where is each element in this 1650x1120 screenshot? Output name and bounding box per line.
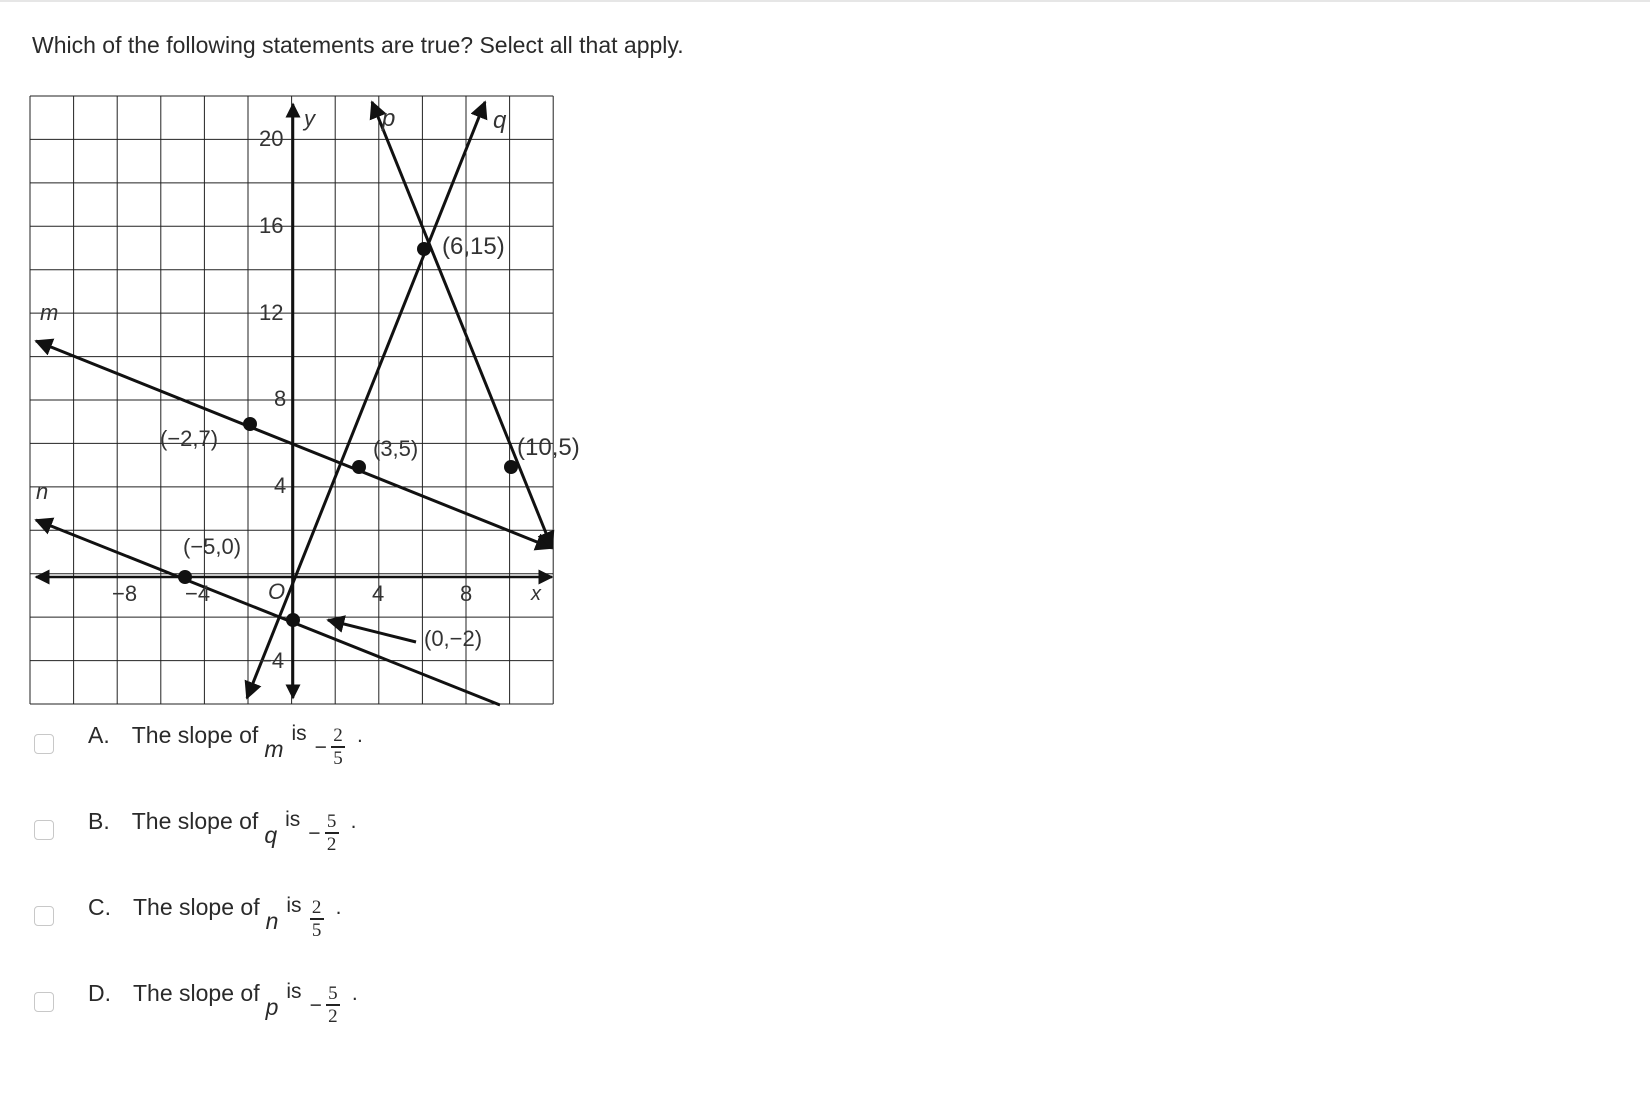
fraction (331, 726, 345, 768)
point-6-15 (417, 242, 431, 256)
point-3-5 (352, 460, 366, 474)
line-n (36, 520, 500, 705)
fraction (325, 812, 339, 854)
denominator: 5 (311, 919, 322, 941)
top-divider (0, 0, 1650, 2)
y-tick-label: 4 (274, 473, 287, 498)
point-label: (−5,0) (183, 534, 242, 559)
variable: n (265, 908, 279, 934)
numerator: 5 (328, 983, 338, 1004)
choice-label: The slope of (131, 808, 259, 834)
variable: p (265, 994, 279, 1020)
fraction (310, 898, 324, 940)
point-label: (3,5) (373, 436, 419, 461)
choice-d-text[interactable] (88, 980, 358, 1026)
minus-sign: − (314, 736, 327, 759)
y-tick-label: 16 (259, 213, 284, 238)
minus-sign: − (308, 822, 321, 845)
line-label-n: n (36, 479, 49, 504)
x-tick-label: 8 (460, 581, 473, 606)
x-tick-label: −4 (185, 581, 211, 606)
denominator: 2 (326, 833, 337, 855)
checkbox-b[interactable] (34, 820, 54, 840)
choice-a[interactable] (34, 722, 634, 782)
minus-sign: − (309, 994, 322, 1017)
period: . (356, 724, 363, 747)
numerator: 2 (311, 897, 322, 918)
x-tick-label: 4 (372, 581, 385, 606)
point-0-neg2 (286, 613, 300, 627)
period: . (335, 896, 342, 919)
y-tick-label: −4 (259, 648, 285, 673)
question-prompt: Which of the following statements are true? Select all that apply. (32, 32, 684, 58)
line-label-m: m (40, 300, 59, 325)
point-10-5 (504, 460, 518, 474)
choice-letter: A. (88, 722, 110, 748)
choice-d[interactable] (34, 980, 634, 1040)
y-axis-label: y (304, 106, 315, 131)
callout-arrow (328, 620, 416, 642)
choice-letter: C. (88, 894, 111, 920)
y-tick-label: 8 (274, 386, 287, 411)
y-tick-label: 20 (259, 126, 284, 151)
line-label-q: q (493, 107, 507, 134)
choice-b[interactable] (34, 808, 634, 868)
period: . (350, 810, 357, 833)
point-label: (10,5) (517, 434, 580, 461)
x-axis-label: x (531, 583, 541, 605)
is-word: is (286, 894, 302, 917)
line-label-p: p (382, 105, 396, 132)
x-tick-label: −8 (112, 581, 138, 606)
denominator: 5 (333, 747, 343, 769)
choice-label: The slope of (131, 722, 259, 748)
y-tick-label: 12 (259, 300, 284, 325)
numerator: 5 (326, 811, 337, 832)
point-label: (−2,7) (160, 426, 219, 451)
choice-letter: D. (88, 980, 111, 1006)
coordinate-graph (30, 96, 580, 716)
point-label: (0,−2) (424, 626, 483, 651)
origin-label: O (268, 579, 286, 604)
slope-value (308, 808, 356, 854)
is-word: is (286, 980, 302, 1003)
slope-value (315, 722, 363, 768)
point-label: (6,15) (442, 233, 505, 260)
line-p (372, 102, 552, 548)
slope-value (310, 894, 342, 940)
checkbox-a[interactable] (34, 734, 54, 754)
denominator: 2 (328, 1005, 338, 1027)
variable: q (264, 822, 278, 848)
choice-c-text[interactable] (88, 894, 341, 940)
choice-b-text[interactable] (88, 808, 356, 854)
checkbox-d[interactable] (34, 992, 54, 1012)
is-word: is (291, 722, 307, 745)
fraction (326, 984, 340, 1026)
numerator: 2 (333, 725, 343, 746)
choice-label: The slope of (133, 980, 260, 1006)
choice-letter: B. (88, 808, 110, 834)
period: . (351, 982, 358, 1005)
choice-a-text[interactable] (88, 722, 363, 768)
choice-label: The slope of (133, 894, 260, 920)
is-word: is (285, 808, 301, 831)
slope-value (310, 980, 358, 1026)
choice-c[interactable] (34, 894, 634, 954)
checkbox-c[interactable] (34, 906, 54, 926)
point-neg2-7 (243, 417, 257, 431)
variable: m (264, 736, 284, 762)
